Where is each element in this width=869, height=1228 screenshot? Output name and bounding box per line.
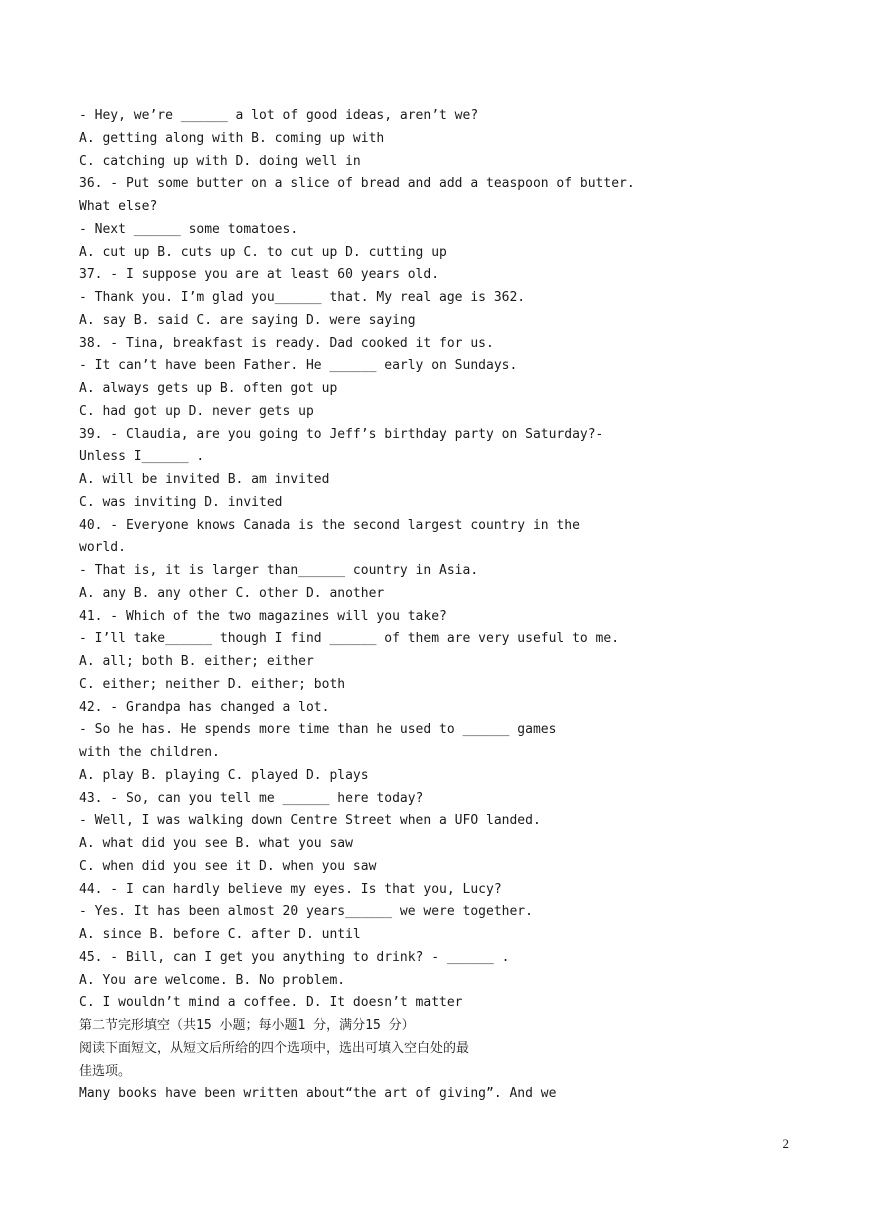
text-line: 36. - Put some butter on a slice of bread and add a teaspoon of butter. (79, 176, 635, 192)
text-line: 44. - I can hardly believe my eyes. Is that you, Lucy? (79, 881, 502, 897)
text-line: world. (79, 540, 126, 556)
text-line: - It can’t have been Father. He ______ early on Sundays. (79, 358, 518, 374)
text-line: - Hey, we’re ______ a lot of good ideas, aren’t we? (79, 108, 479, 123)
text-line: C. I wouldn’t mind a coffee. D. It doesn’t matter (79, 995, 463, 1011)
text-line: A. will be invited B. am invited (79, 472, 330, 487)
section-heading: 第二节完形填空（共15 小题；每小题1 分，满分15 分） (79, 1018, 415, 1033)
text-line: A. all; both B. either; either (79, 654, 314, 669)
text-line: A. cut up B. cuts up C. to cut up D. cutting up (79, 244, 447, 260)
text-line: A. since B. before C. after D. until (79, 927, 361, 942)
text-line: Unless I______ . (79, 449, 205, 465)
text-line: A. any B. any other C. other D. another (79, 585, 385, 601)
text-line: 37. - I suppose you are at least 60 years old. (79, 267, 440, 283)
text-line: - I’ll take______ though I find ______ of them are very useful to me. (79, 631, 620, 647)
text-line: A. You are welcome. B. No problem. (79, 972, 346, 988)
text-line: - Next ______ some tomatoes. (79, 221, 299, 237)
text-line: A. play B. playing C. played D. plays (79, 767, 369, 783)
text-line: - That is, it is larger than______ country in Asia. (79, 563, 479, 578)
instruction-text: 佳选项。 (79, 1063, 132, 1079)
text-line: - Yes. It has been almost 20 years______ we were together. (79, 904, 533, 920)
text-line: 39. - Claudia, are you going to Jeff’s birthday party on Saturday?- (79, 426, 604, 442)
text-line: What else? (79, 199, 158, 214)
text-line: C. was inviting D. invited (79, 494, 283, 510)
text-line: 41. - Which of the two magazines will you take? (79, 608, 447, 624)
text-line: - Well, I was walking down Centre Street when a UFO landed. (79, 813, 541, 829)
text-line: - Thank you. I’m glad you______ that. My real age is 362. (79, 290, 526, 305)
text-line: 43. - So, can you tell me ______ here today? (79, 790, 424, 806)
text-line: A. getting along with B. coming up with (79, 130, 385, 146)
passage-text: Many books have been written about“the art of giving”. And we (79, 1086, 557, 1102)
text-line: A. what did you see B. what you saw (79, 836, 353, 851)
text-line: C. catching up with D. doing well in (79, 153, 361, 169)
text-line: C. when did you see it D. when you saw (79, 858, 377, 874)
text-line: 40. - Everyone knows Canada is the second largest country in the (79, 517, 580, 533)
text-line: C. either; neither D. either; both (79, 676, 346, 692)
text-line: - So he has. He spends more time than he used to ______ games (79, 722, 557, 738)
page-number: 2 (782, 1136, 789, 1151)
text-line: 38. - Tina, breakfast is ready. Dad cooked it for us. (79, 335, 494, 351)
question-text-block (79, 105, 699, 1106)
text-line: A. say B. said C. are saying D. were saying (79, 312, 416, 328)
instruction-text: 阅读下面短文，从短文后所给的四个选项中，选出可填入空白处的最 (79, 1040, 470, 1056)
text-line: 45. - Bill, can I get you anything to drink? - ______ . (79, 949, 510, 965)
text-line: A. always gets up B. often got up (79, 381, 338, 396)
text-line: C. had got up D. never gets up (79, 403, 314, 419)
text-line: 42. - Grandpa has changed a lot. (79, 699, 330, 715)
text-line: with the children. (79, 745, 220, 760)
